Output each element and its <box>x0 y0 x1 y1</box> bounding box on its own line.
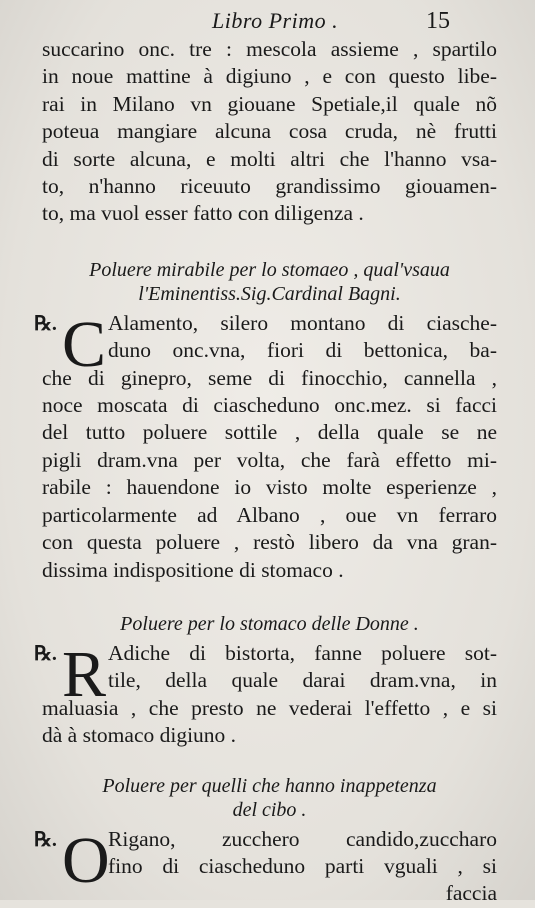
text-line: Adiche di bistorta, fanne poluere sot- <box>108 640 497 665</box>
recipe-heading <box>42 612 497 636</box>
page-body <box>34 36 497 908</box>
drop-cap: R <box>62 637 107 711</box>
heading-line: l'Eminentiss.Sig.Cardinal Bagni. <box>138 282 401 305</box>
recipe-block <box>34 637 497 750</box>
text-line: dissima indispositione di stomaco . <box>42 557 344 582</box>
text-line: di sorte alcuna, e molti altri che l'hanno vsa- <box>42 146 497 171</box>
text-line: duno onc.vna, fiori di bettonica, ba- <box>108 338 497 363</box>
text-line: particolarmente ad Albano , oue vn ferraro <box>42 502 497 527</box>
recipe-symbol: ℞. <box>34 312 57 335</box>
heading-line: Poluere per quelli che hanno inappetenza <box>102 774 437 797</box>
heading-line: Poluere per lo stomaco delle Donne . <box>120 612 419 635</box>
text-line: Alamento, silero montano di ciasche- <box>108 310 497 335</box>
drop-cap: C <box>62 307 107 381</box>
text-line: pigli dram.vna per volta, che farà effetto mi- <box>42 447 497 472</box>
recipe-heading <box>42 258 497 306</box>
recipe-block <box>34 307 497 584</box>
text-line: Rigano, zucchero candido,zuccharo <box>108 826 497 851</box>
recipe-symbol: ℞. <box>34 642 57 665</box>
text-line: dà à stomaco digiuno . <box>42 723 237 748</box>
text-line: in noue mattine à digiuno , e con questo libe- <box>42 64 497 89</box>
drop-cap: O <box>62 823 110 897</box>
recipe-symbol: ℞. <box>34 828 57 851</box>
page-header <box>0 6 535 38</box>
text-line: che di ginepro, seme di finocchio, cannella , <box>42 365 497 390</box>
recipe-heading <box>42 774 497 822</box>
heading-line: Poluere mirabile per lo stomaeo , qual'vsaua <box>89 258 450 281</box>
text-line: rai in Milano vn giouane Spetiale,il quale nõ <box>42 91 497 116</box>
text-line: noce moscata di ciascheduno onc.mez. si facci <box>42 393 497 418</box>
text-line: con questa poluere , restò libero da vna gran- <box>42 530 497 555</box>
text-line: succarino onc. tre : mescola assieme , spartilo <box>42 37 497 61</box>
text-line: faccia <box>445 881 497 906</box>
intro-paragraph <box>42 36 497 228</box>
heading-line: del cibo . <box>232 798 307 821</box>
text-line: rabile : hauendone io visto molte esperienze , <box>42 475 497 500</box>
text-line: to, ma vuol esser fatto con diligenza . <box>42 201 364 226</box>
recipe-block <box>34 823 497 908</box>
running-title: Libro Primo . <box>212 8 339 33</box>
text-line: maluasia , che presto ne vederai l'effetto , e si <box>42 695 497 720</box>
text-line: fino di ciascheduno parti vguali , si <box>108 853 497 878</box>
text-line: to, n'hanno riceuuto grandissimo giouamen- <box>42 174 497 199</box>
text-line: poteua mangiare alcuna cosa cruda, nè frutti <box>42 119 497 144</box>
text-line: tile, della quale darai dram.vna, in <box>108 668 497 693</box>
page-number: 15 <box>426 8 450 34</box>
text-line: del tutto poluere sottile , della quale se ne <box>42 420 497 445</box>
